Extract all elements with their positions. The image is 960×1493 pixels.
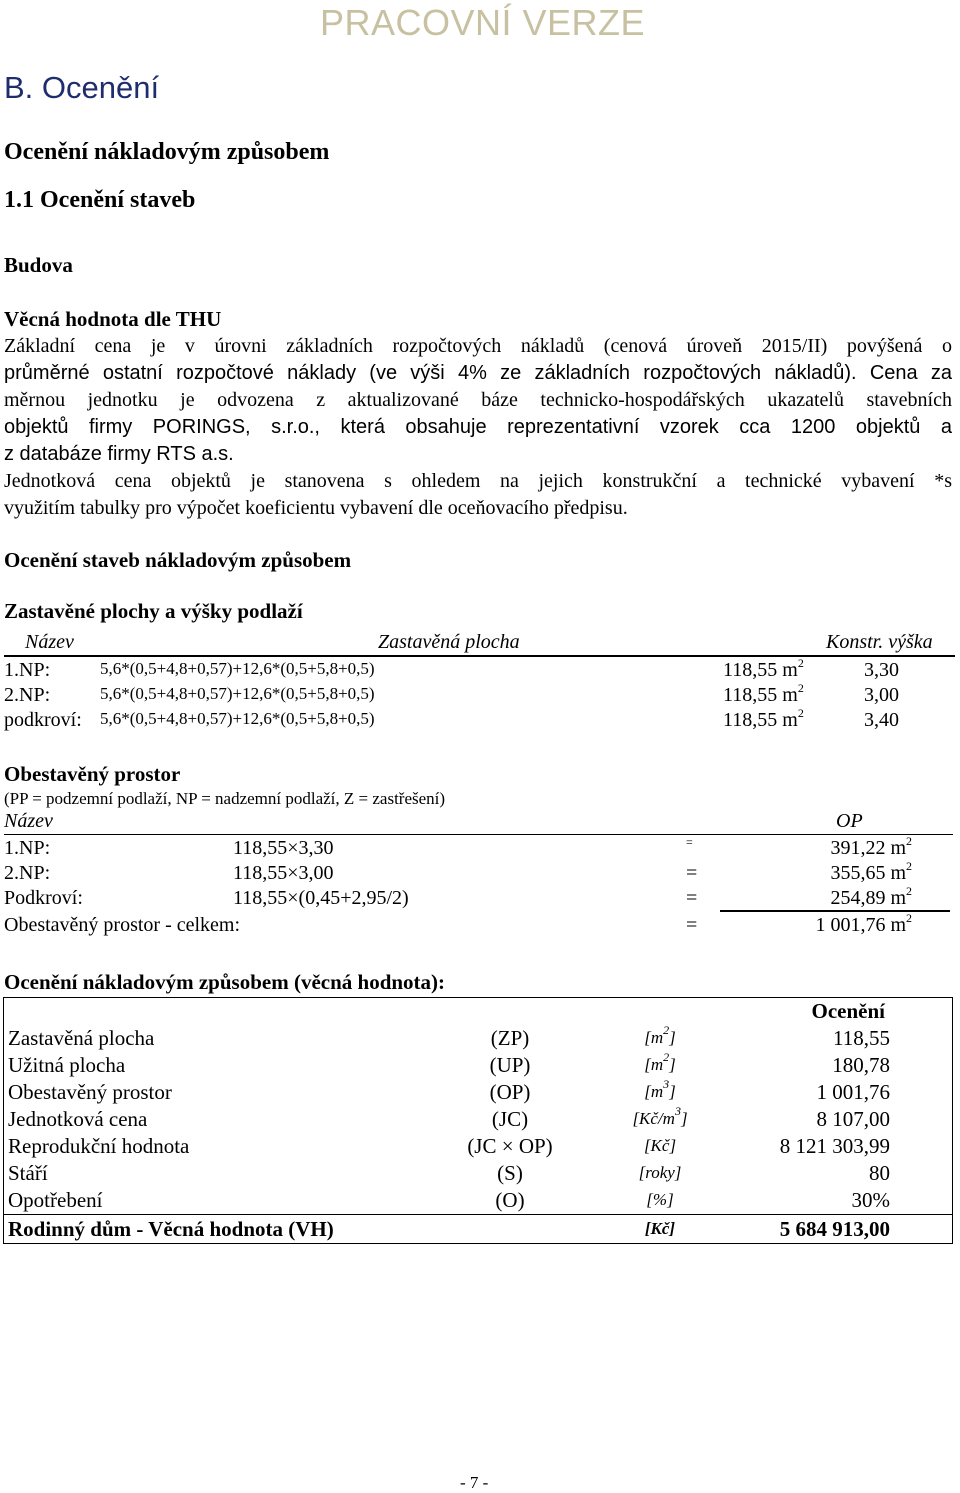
- heading-building: Budova: [4, 253, 73, 277]
- col-header-name: Název: [4, 810, 53, 832]
- row-formula: 118,55×3,30: [233, 837, 334, 859]
- total-unit: [Kč]: [644, 1219, 676, 1238]
- row-unit: [%]: [646, 1190, 674, 1209]
- row-value: 30%: [851, 1188, 890, 1212]
- table-rule: [4, 834, 953, 835]
- row-abbr: (O): [495, 1188, 525, 1212]
- row-label: Užitná plocha: [8, 1053, 126, 1077]
- paragraph-line: využitím tabulky pro výpočet koeficientu vybavení dle oceňovacího předpisu.: [4, 497, 628, 519]
- paragraph-line: objektů firmy PORINGS, s.r.o., která obsahuje reprezentativní vzorek cca 1200 objektů a: [4, 416, 952, 438]
- total-name: Obestavěný prostor - celkem:: [4, 914, 241, 936]
- heading-buildings: 1.1 Ocenění staveb: [4, 187, 196, 213]
- row-name: 2.NP:: [4, 684, 51, 706]
- col-header-value: Ocenění: [811, 999, 885, 1023]
- row-value: 355,65 $m^2$: [830, 859, 912, 884]
- col-header-height: Konstr. výška: [826, 631, 933, 653]
- description-paragraph: [4, 333, 952, 522]
- paragraph-line: průměrné ostatní rozpočtové náklady (ve výši 4% ze základních rozpočtových nákladů). Cena za: [4, 362, 952, 384]
- row-name: 1.NP:: [4, 837, 51, 859]
- sum-rule: [720, 910, 950, 912]
- heading-volume: Obestavěný prostor: [4, 762, 181, 786]
- row-abbr: (ZP): [490, 1026, 530, 1050]
- row-unit: $[m^2]$: [644, 1050, 676, 1074]
- row-unit: $[Kč/m^3]$: [632, 1104, 688, 1128]
- col-header-op: OP: [836, 810, 863, 832]
- table-rule: [3, 1214, 953, 1215]
- total-value: 5 684 913,00: [779, 1217, 890, 1241]
- row-area: 118,55 $m^2$: [723, 656, 804, 681]
- heading-method: Ocenění nákladovým způsobem: [4, 139, 330, 165]
- paragraph-line: Jednotková cena objektů je stanovena s ohledem na jejich konstrukční a technické vybavení *s: [4, 470, 952, 492]
- total-equals: =: [686, 914, 698, 936]
- watermark: PRACOVNÍ VERZE: [320, 2, 646, 43]
- row-abbr: (UP): [489, 1053, 531, 1077]
- row-height: 3,30: [864, 659, 899, 681]
- row-label: Zastavěná plocha: [8, 1026, 155, 1050]
- total-value: 1 001,76 $m^2$: [815, 911, 912, 936]
- row-label: Jednotková cena: [8, 1107, 148, 1131]
- col-header-name: Název: [25, 631, 74, 653]
- row-area: 118,55 $m^2$: [723, 681, 804, 706]
- row-formula: 5,6*(0,5+4,8+0,57)+12,6*(0,5+5,8+0,5): [100, 709, 375, 728]
- row-value: 8 121 303,99: [779, 1134, 890, 1158]
- section-title: B. Ocenění: [4, 70, 160, 105]
- heading-thu: Věcná hodnota dle THU: [4, 307, 222, 331]
- row-name: 2.NP:: [4, 862, 51, 884]
- row-formula: 5,6*(0,5+4,8+0,57)+12,6*(0,5+5,8+0,5): [100, 659, 375, 678]
- row-abbr: (JC): [491, 1107, 529, 1131]
- table-rule: [4, 655, 955, 657]
- row-value: 8 107,00: [816, 1107, 890, 1131]
- heading-valuation: Ocenění nákladovým způsobem (věcná hodnota):: [4, 970, 446, 994]
- row-label: Stáří: [8, 1161, 48, 1185]
- row-unit: $[m^3]$: [644, 1077, 676, 1101]
- table-border-bottom: [3, 1243, 953, 1244]
- row-value: 180,78: [832, 1053, 890, 1077]
- row-label: Opotřebení: [8, 1188, 103, 1212]
- row-abbr: (S): [497, 1161, 523, 1185]
- row-equals: =: [686, 887, 698, 909]
- row-abbr: (JC × OP): [467, 1134, 553, 1158]
- row-formula: 118,55×3,00: [233, 862, 334, 884]
- row-equals: =: [686, 835, 693, 849]
- row-abbr: (OP): [489, 1080, 531, 1104]
- row-formula: 5,6*(0,5+4,8+0,57)+12,6*(0,5+5,8+0,5): [100, 684, 375, 703]
- row-value: 1 001,76: [816, 1080, 890, 1104]
- heading-cost-buildings: Ocenění staveb nákladovým způsobem: [4, 548, 352, 572]
- total-label: Rodinný dům - Věcná hodnota (VH): [8, 1217, 334, 1241]
- row-formula: 118,55×(0,45+2,95/2): [233, 887, 409, 909]
- table-border-top: [3, 997, 953, 998]
- row-unit: [Kč]: [643, 1136, 677, 1155]
- row-label: Obestavěný prostor: [8, 1080, 172, 1104]
- row-label: Reprodukční hodnota: [8, 1134, 190, 1158]
- row-area: 118,55 $m^2$: [723, 706, 804, 731]
- paragraph-line: Základní cena je v úrovni základních rozpočtových nákladů (cenová úroveň 2015/II) povýšená o: [4, 335, 952, 357]
- row-value: 80: [869, 1161, 890, 1185]
- row-value: 391,22 $m^2$: [830, 834, 912, 859]
- page-number: - 7 -: [460, 1473, 489, 1492]
- col-header-area: Zastavěná plocha: [378, 631, 520, 653]
- table-border-right: [952, 997, 953, 1244]
- row-unit: $[m^2]$: [644, 1023, 676, 1047]
- row-name: 1.NP:: [4, 659, 51, 681]
- row-name: Podkroví:: [4, 887, 83, 909]
- row-unit: [roky]: [638, 1163, 682, 1182]
- heading-areas: Zastavěné plochy a výšky podlaží: [4, 599, 303, 623]
- row-equals: =: [686, 862, 698, 884]
- row-height: 3,40: [864, 709, 899, 731]
- row-value: 118,55: [833, 1026, 890, 1050]
- row-name: podkroví:: [4, 709, 82, 731]
- row-height: 3,00: [864, 684, 899, 706]
- paragraph-line: měrnou jednotku je odvozena z aktualizované báze technicko-hospodářských ukazatelů stavebních: [4, 389, 952, 411]
- row-value: 254,89 $m^2$: [830, 884, 912, 909]
- volume-note: (PP = podzemní podlaží, NP = nadzemní podlaží, Z = zastřešení): [4, 789, 446, 808]
- paragraph-line: z databáze firmy RTS a.s.: [4, 443, 234, 465]
- table-border-left: [3, 997, 4, 1244]
